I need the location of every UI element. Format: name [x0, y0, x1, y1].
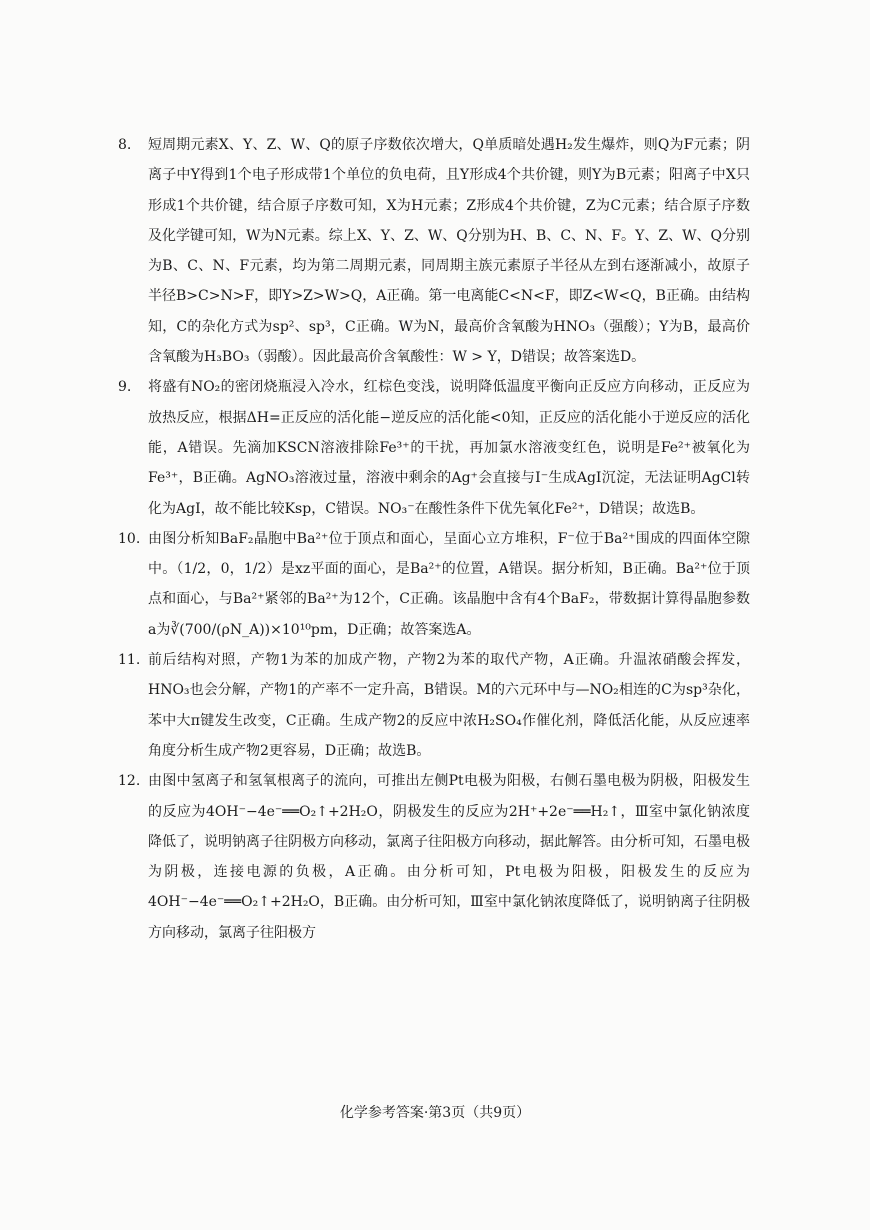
item-text: 将盛有NO₂的密闭烧瓶浸入冷水，红棕色变浅，说明降低温度平衡向正反应方向移动，正反应为放热反应，根据ΔH=正反应的活化能−逆反应的活化能<0知，正反应的活化能小于逆反应的活化能，A错误。先滴加KSCN溶液排除Fe³⁺的干扰，再加氯水溶液变红色，说明是Fe²⁺被氧化为Fe³⁺，B正确。AgNO₃溶液过量，溶液中剩余的Ag⁺会直接与I⁻生成AgI沉淀，无法证明AgCl转化为AgI，故不能比较Ksp，C错误。NO₃⁻在酸性条件下优先氧化Fe²⁺，D错误；故选B。 — [148, 379, 750, 517]
item-number: 9. — [118, 379, 132, 396]
answer-item-8 — [118, 130, 750, 372]
answer-item-12 — [118, 766, 750, 948]
answer-list — [118, 130, 750, 948]
item-text: 由图分析知BaF₂晶胞中Ba²⁺位于顶点和面心，呈面心立方堆积，F⁻位于Ba²⁺围成的四面体空隙中。（1/2，0，1/2）是xz平面的面心，是Ba²⁺的位置，A错误。据分析知，B正确。Ba²⁺位于顶点和面心，与Ba²⁺紧邻的Ba²⁺为12个，C正确。该晶胞中含有4个BaF₂，带数据计算得晶胞参数a为∛(700/(ρN_A))×10¹⁰pm，D正确；故答案选A。 — [148, 530, 750, 638]
item-text: 前后结构对照，产物1为苯的加成产物，产物2为苯的取代产物，A正确。升温浓硝酸会挥发，HNO₃也会分解，产物1的产率不一定升高，B错误。M的六元环中与—NO₂相连的C为sp³杂化，苯中大π键发生改变，C正确。生成产物2的反应中浓H₂SO₄作催化剂，降低活化能，从反应速率角度分析生成产物2更容易，D正确；故选B。 — [148, 652, 750, 759]
answer-item-11 — [118, 645, 750, 766]
item-number: 10. — [118, 530, 141, 547]
item-text: 由图中氢离子和氢氧根离子的流向，可推出左侧Pt电极为阳极，右侧石墨电极为阴极，阳极发生的反应为4OH⁻−4e⁻══O₂↑+2H₂O，阴极发生的反应为2H⁺+2e⁻══H₂↑，Ⅲ室中氯化钠浓度降低了，说明钠离子往阴极方向移动，氯离子往阳极方向移动，据此解答。由分析可知，石墨电极为阴极，连接电源的负极，A正确。由分析可知，Pt电极为阳极，阳极发生的反应为4OH⁻−4e⁻══O₂↑+2H₂O，B正确。由分析可知，Ⅲ室中氯化钠浓度降低了，说明钠离子往阴极方向移动，氯离子往阳极方 — [148, 773, 750, 941]
answer-item-9 — [118, 372, 750, 523]
answer-item-10 — [118, 524, 750, 645]
page-footer: 化学参考答案·第3页（共9页） — [339, 1105, 531, 1121]
item-text: 短周期元素X、Y、Z、W、Q的原子序数依次增大，Q单质暗处遇H₂发生爆炸，则Q为F元素；阴离子中Y得到1个电子形成带1个单位的负电荷，且Y形成4个共价键，则Y为B元素；阳离子中X只形成1个共价键，结合原子序数可知，X为H元素；Z形成4个共价键，Z为C元素；结合原子序数及化学键可知，W为N元素。综上X、Y、Z、W、Q分别为H、B、C、N、F。Y、Z、W、Q分别为B、C、N、F元素，均为第二周期元素，同周期主族元素原子半径从左到右逐渐减小，故原子半径B>C>N>F，即Y>Z>W>Q，A正确。第一电离能C<N<F，即Z<W<Q，B正确。由结构知，C的杂化方式为sp²、sp³，C正确。W为N，最高价含氧酸为HNO₃（强酸）；Y为B，最高价含氧酸为H₃BO₃（弱酸）。因此最高价含氧酸性：W > Y，D错误；故答案选D。 — [148, 137, 750, 366]
item-number: 12. — [118, 773, 141, 790]
item-number: 11. — [118, 652, 141, 669]
item-number: 8. — [118, 137, 132, 153]
